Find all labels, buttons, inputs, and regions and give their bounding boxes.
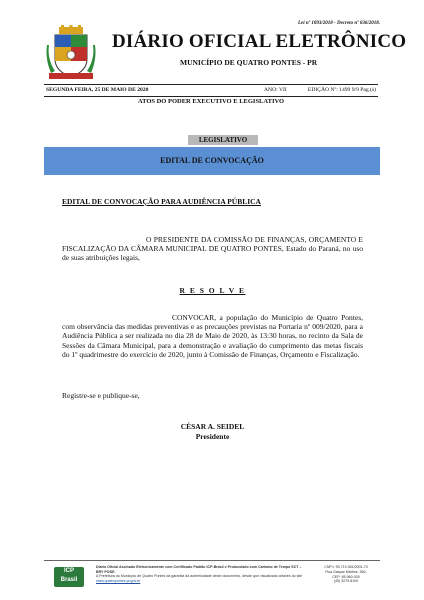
date-bar-divider bbox=[44, 96, 378, 97]
municipal-coat-of-arms bbox=[45, 25, 97, 85]
edition-number: EDIÇÃO Nº: 1499 9/9 Pag.(s) bbox=[307, 87, 376, 93]
intro-paragraph: O PRESIDENTE DA COMISSÃO DE FINANÇAS, ORÇAMENTO E FISCALIZAÇÃO DA CÂMARA MUNICIPAL DE QUATRO PONTES, Estado do Paraná, no uso de suas atribuições legais, bbox=[62, 235, 363, 263]
page-title: DIÁRIO OFICIAL ELETRÔNICO bbox=[112, 31, 407, 52]
municipality-name: MUNICÍPIO DE QUATRO PONTES - PR bbox=[180, 58, 318, 67]
edition-year: ANO: VII bbox=[264, 87, 287, 93]
date-bar bbox=[44, 86, 378, 95]
signature-note bbox=[96, 565, 306, 583]
section-title: ATOS DO PODER EXECUTIVO E LEGISLATIVO bbox=[137, 98, 285, 105]
postal-code: CEP: 85.960-000 bbox=[332, 574, 360, 579]
address: Rua Gaspar Martins, 560, bbox=[325, 569, 367, 574]
edition-date: SEGUNDA FEIRA, 25 DE MAIO DE 2020 bbox=[46, 87, 149, 93]
signer-role: Presidente bbox=[195, 431, 230, 441]
site-link[interactable]: www.quatropontes.pr.gov.br bbox=[96, 578, 141, 583]
document-heading: EDITAL DE CONVOCAÇÃO PARA AUDIÊNCIA PÚBLICA bbox=[62, 197, 261, 206]
signature-note-bold: Diário Oficial Assinado Eletronicamente com Certificado Padrão ICP-Brasil e Protocolado com Carimbo de Tempo SCT – BRY PODE. bbox=[96, 565, 302, 574]
cnpj: CNPJ: 95.719.381/0001-70 bbox=[324, 565, 368, 569]
document-type-banner: EDITAL DE CONVOCAÇÃO bbox=[44, 147, 380, 175]
resolve-heading: R E S O L V E bbox=[179, 286, 246, 295]
contact-block bbox=[316, 565, 376, 584]
signature-block bbox=[62, 422, 363, 441]
closing-line: Registre-se e publique-se, bbox=[62, 391, 140, 400]
icp-brasil-logo: ICP Brasil bbox=[54, 567, 84, 587]
category-label: LEGISLATIVO bbox=[188, 135, 258, 145]
signer-name: CÉSAR A. SEIDEL bbox=[180, 422, 245, 431]
law-reference: Lei nº 1093/2018 - Decreto nº 036/2018. bbox=[297, 21, 380, 26]
body-paragraph: CONVOCAR, a população do Município de Quatro Pontes, com observância das medidas preventivas e as precauções previstas na Portaria nº 009/2020, para a Audiência Pública a ser realizada no dia 28 de Maio de 2020, às 13:30 horas, no recinto da Sala de Sessões da Câmara Municipal, para a demonstração e avaliação do cumprimento das metas fiscais do 1º quadrimestre do exercício de 2020, junto à Comissão de Finanças, Orçamento e Fiscalização. bbox=[62, 313, 363, 359]
signature-note-text: A Prefeitura do Município de Quatro Pontes da garantia da autenticidade deste documento, desde que visualizado através do site bbox=[96, 574, 303, 579]
phone: (45) 3279-8100 bbox=[333, 579, 359, 584]
header-divider bbox=[44, 84, 378, 85]
page-footer bbox=[44, 560, 380, 591]
